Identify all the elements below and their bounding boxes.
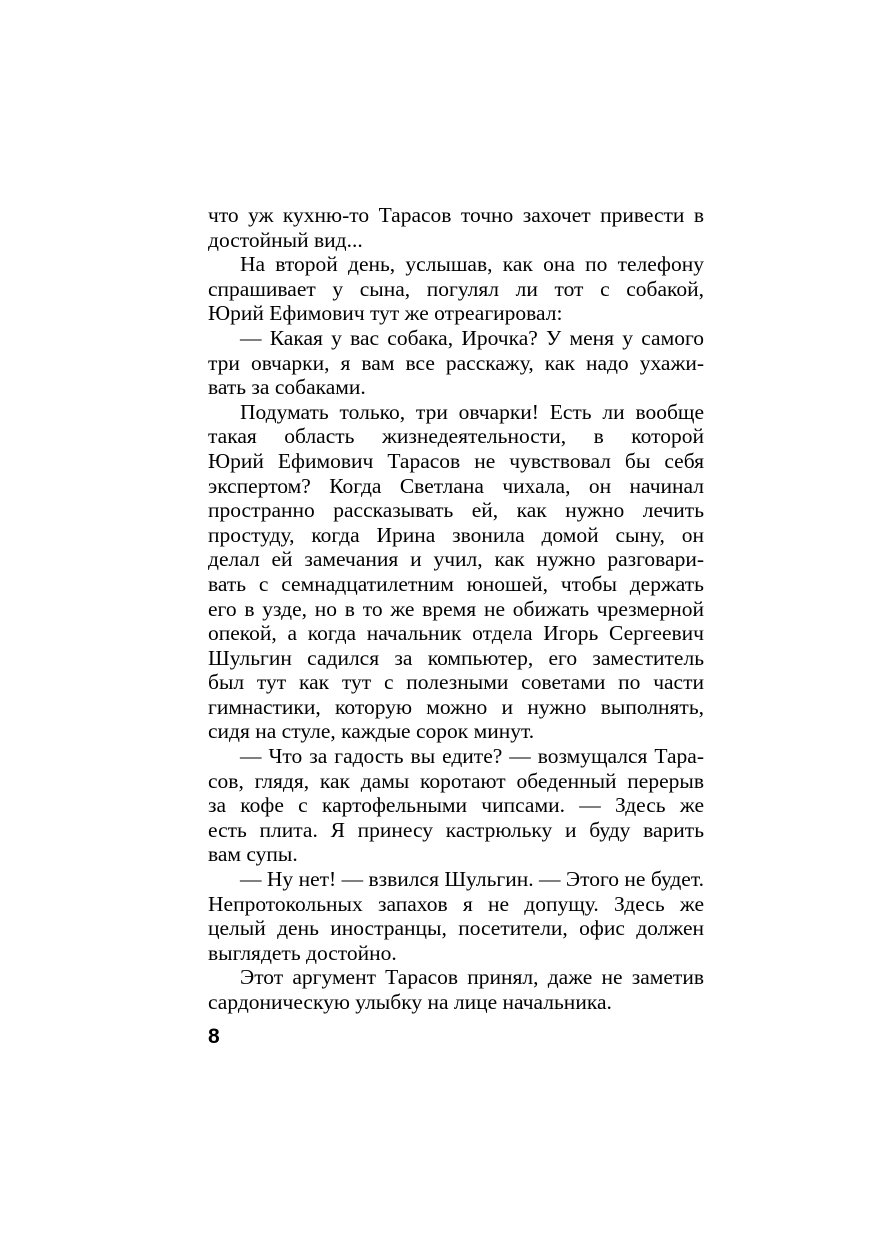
text-line: — Какая у вас собака, Ирочка? У меня у самого (240, 325, 704, 350)
text-line: — Ну нет! — взвился Шульгин. — Этого не будет. (240, 867, 704, 892)
text-line: Шульгин садился за компьютер, его заместитель (208, 645, 704, 670)
text-line: простуду, когда Ирина звонила домой сыну, он (208, 522, 704, 547)
text-line: гимнастики, которую можно и нужно выполнять, (208, 694, 704, 719)
text-line: достойный вид... (208, 227, 363, 252)
text-line: экспертом? Когда Светлана чихала, он начинал (208, 473, 704, 498)
text-line: есть плита. Я принесу кастрюльку и буду варить (208, 817, 704, 842)
text-line: целый день иностранцы, посетители, офис должен (208, 916, 704, 941)
text-line: делал ей замечания и учил, как нужно разговари- (208, 547, 704, 572)
text-line: На второй день, услышав, как она по телефону (240, 252, 704, 277)
text-line: Подумать только, три овчарки! Есть ли вообще (240, 399, 704, 424)
text-line: был тут как тут с полезными советами по части (208, 670, 704, 695)
text-line: вать за собаками. (208, 375, 366, 400)
page-number: 8 (208, 1025, 220, 1048)
text-line: Этот аргумент Тарасов принял, даже не заметив (240, 965, 704, 990)
body-text (208, 203, 704, 1015)
text-line: спрашивает у сына, погулял ли тот с собакой, (208, 276, 704, 301)
text-line: сов, глядя, как дамы коротают обеденный перерыв (208, 768, 704, 793)
text-line: три овчарки, я вам все расскажу, как надо ухажи- (208, 350, 704, 375)
text-line: за кофе с картофельными чипсами. — Здесь же (208, 793, 704, 818)
text-line: Юрий Ефимович тут же отреагировал: (208, 301, 563, 326)
text-line: опекой, а когда начальник отдела Игорь Сергеевич (208, 621, 704, 646)
text-line: пространно рассказывать ей, как нужно лечить (208, 498, 704, 523)
text-line: Юрий Ефимович Тарасов не чувствовал бы себя (208, 448, 704, 473)
text-line: — Что за гадость вы едите? — возмущался Тара- (240, 744, 704, 769)
text-line: его в узде, но в то же время не обижать чрезмерной (208, 596, 704, 621)
text-line: такая область жизнедеятельности, в которой (208, 424, 704, 449)
text-line: сардоническую улыбку на лице начальника. (208, 990, 612, 1014)
text-line: что уж кухню-то Тарасов точно захочет привести в (208, 203, 704, 227)
text-line: Непротокольных запахов я не допущу. Здесь же (208, 891, 704, 916)
text-line: сидя на стуле, каждые сорок минут. (208, 719, 535, 744)
text-line: вам супы. (208, 842, 298, 867)
text-line: вать с семнадцатилетним юношей, чтобы держать (208, 571, 704, 596)
text-line: выглядеть достойно. (208, 940, 397, 965)
